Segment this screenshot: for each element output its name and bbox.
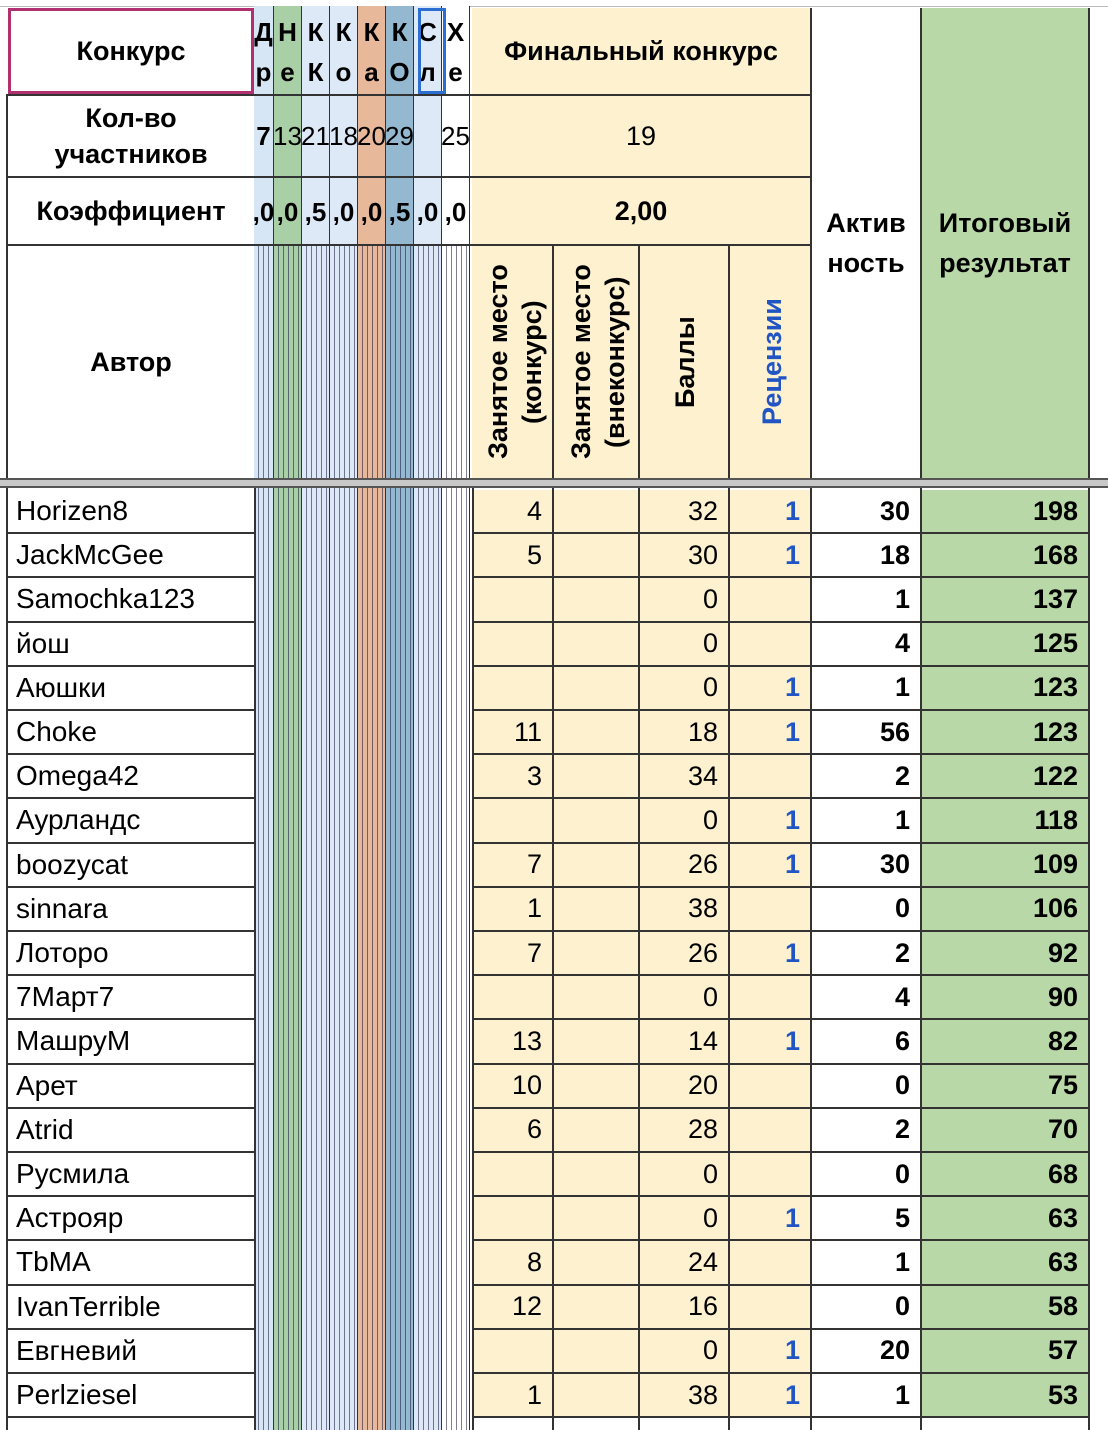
total-cell[interactable]: 123 (922, 711, 1088, 755)
activity-cell[interactable]: 2 (812, 932, 920, 976)
author-cell[interactable]: boozycat (8, 844, 254, 888)
contest-participants: 18 (329, 120, 358, 151)
column-gridline (6, 488, 8, 1430)
header-gridline (8, 176, 254, 178)
total-cell[interactable]: 125 (922, 623, 1088, 667)
sub-header-reviews[interactable]: Рецензии (757, 298, 787, 426)
total-cell[interactable]: 106 (922, 888, 1088, 932)
place-offcontest-cell[interactable] (554, 1374, 638, 1418)
total-cell[interactable]: 53 (922, 1374, 1088, 1418)
final-coefficient: 2,00 (614, 195, 668, 226)
author-label: Автор (90, 347, 172, 377)
contest-participants: 21 (301, 120, 330, 151)
place-offcontest-cell[interactable] (554, 844, 638, 888)
points-cell[interactable]: 30 (640, 534, 728, 578)
table-row[interactable] (0, 844, 1108, 888)
place-offcontest-cell[interactable] (554, 1330, 638, 1374)
contest-abbr-top: Н (278, 16, 297, 47)
activity-label: Актив ность (826, 208, 906, 278)
reviews-cell[interactable] (730, 1153, 810, 1197)
contest-participants: 20 (357, 120, 386, 151)
total-cell[interactable]: 137 (922, 578, 1088, 622)
contest-abbr-bottom: а (364, 56, 379, 87)
reviews-cell[interactable] (730, 1065, 810, 1109)
table-row[interactable] (0, 1020, 1108, 1064)
place-contest-cell[interactable] (472, 1153, 552, 1197)
header-gridline (1088, 8, 1090, 478)
contest-abbr-bottom: е (280, 56, 295, 87)
table-row[interactable] (0, 711, 1108, 755)
place-offcontest-cell[interactable] (554, 490, 638, 534)
activity-cell[interactable]: 2 (812, 755, 920, 799)
table-row[interactable] (0, 1286, 1108, 1330)
place-contest-cell[interactable]: 6 (472, 1109, 552, 1153)
place-contest-cell[interactable]: 1 (472, 1374, 552, 1418)
header-gridline (254, 244, 472, 246)
place-offcontest-cell[interactable] (554, 1109, 638, 1153)
reviews-cell[interactable]: 1 (730, 1330, 810, 1374)
column-gridline (1088, 488, 1090, 1430)
place-offcontest-cell[interactable] (554, 888, 638, 932)
place-offcontest-cell[interactable] (554, 667, 638, 711)
activity-cell[interactable]: 0 (812, 888, 920, 932)
contest-coefficient: ,0 (416, 196, 439, 227)
points-cell[interactable]: 38 (640, 1374, 728, 1418)
points-cell[interactable]: 0 (640, 1153, 728, 1197)
table-row[interactable] (0, 1241, 1108, 1285)
author-cell[interactable]: Atrid (8, 1109, 254, 1153)
place-contest-cell[interactable]: 10 (472, 1065, 552, 1109)
total-cell[interactable]: 92 (922, 932, 1088, 976)
points-cell[interactable]: 14 (640, 1020, 728, 1064)
total-cell[interactable]: 57 (922, 1330, 1088, 1374)
author-cell[interactable]: Аурландс (8, 799, 254, 843)
reviews-cell[interactable]: 1 (730, 1374, 810, 1418)
activity-cell[interactable]: 2 (812, 1109, 920, 1153)
header-gridline (8, 94, 254, 96)
total-cell[interactable]: 198 (922, 490, 1088, 534)
contest-label-cell[interactable] (8, 8, 254, 94)
sub-header-place-offcontest[interactable]: Занятое место (внеконкурс) (566, 264, 630, 460)
table-row[interactable] (0, 976, 1108, 1020)
author-label-cell[interactable] (8, 246, 254, 478)
table-row[interactable] (0, 932, 1108, 976)
contest-abbr-bottom: р (255, 56, 272, 87)
table-row[interactable] (0, 1330, 1108, 1374)
author-cell[interactable]: Астрояр (8, 1197, 254, 1241)
table-row[interactable] (0, 1153, 1108, 1197)
reviews-cell[interactable] (730, 888, 810, 932)
activity-cell[interactable]: 1 (812, 1241, 920, 1285)
author-cell[interactable]: TbMA (8, 1241, 254, 1285)
author-cell[interactable]: IvanTerrible (8, 1286, 254, 1330)
total-label: Итоговый результат (938, 208, 1072, 278)
header-gridline (810, 8, 812, 478)
participants-label: Кол-во участников (54, 103, 208, 169)
header-gridline (552, 246, 554, 478)
total-cell[interactable]: 109 (922, 844, 1088, 888)
place-offcontest-cell[interactable] (554, 1065, 638, 1109)
contest-abbr-top: К (391, 16, 408, 47)
header-gridline (638, 246, 640, 478)
column-gridline (0, 6, 1108, 7)
contest-participants: 25 (441, 120, 470, 151)
points-cell[interactable]: 32 (640, 490, 728, 534)
header-gridline (254, 176, 472, 178)
total-cell[interactable]: 75 (922, 1065, 1088, 1109)
total-cell[interactable]: 123 (922, 667, 1088, 711)
contest-abbr-top: К (363, 16, 380, 47)
table-row[interactable] (0, 1065, 1108, 1109)
place-contest-cell[interactable]: 7 (472, 932, 552, 976)
column-gridline (472, 488, 474, 1430)
points-cell[interactable]: 20 (640, 1065, 728, 1109)
total-cell[interactable]: 68 (922, 1153, 1088, 1197)
place-contest-cell[interactable]: 5 (472, 534, 552, 578)
total-cell[interactable]: 82 (922, 1020, 1088, 1064)
final-contest-label: Финальный конкурс (504, 36, 778, 66)
place-contest-cell[interactable]: 7 (472, 844, 552, 888)
contest-abbr-bottom: К (307, 56, 324, 87)
total-cell[interactable]: 122 (922, 755, 1088, 799)
place-contest-cell[interactable] (472, 799, 552, 843)
activity-cell[interactable]: 1 (812, 1374, 920, 1418)
table-row[interactable] (0, 1374, 1108, 1418)
author-cell[interactable]: Samochka123 (8, 578, 254, 622)
column-gridline (810, 488, 812, 1430)
activity-cell[interactable]: 20 (812, 1330, 920, 1374)
place-contest-cell[interactable] (472, 667, 552, 711)
table-row[interactable] (0, 888, 1108, 932)
activity-cell[interactable]: 30 (812, 490, 920, 534)
place-contest-cell[interactable]: 11 (472, 711, 552, 755)
author-cell[interactable]: йош (8, 623, 254, 667)
author-cell[interactable]: Choke (8, 711, 254, 755)
table-row[interactable] (0, 578, 1108, 622)
place-offcontest-cell[interactable] (554, 623, 638, 667)
activity-cell[interactable]: 4 (812, 623, 920, 667)
column-gridline (254, 488, 256, 1430)
header-gridline (8, 244, 254, 246)
activity-cell[interactable]: 18 (812, 534, 920, 578)
contest-abbr-bottom: О (389, 56, 410, 87)
activity-cell[interactable]: 1 (812, 667, 920, 711)
place-contest-cell[interactable]: 8 (472, 1241, 552, 1285)
reviews-cell[interactable]: 1 (730, 799, 810, 843)
header-gridline (6, 94, 8, 480)
place-offcontest-cell[interactable] (554, 976, 638, 1020)
place-contest-cell[interactable]: 4 (472, 490, 552, 534)
total-cell[interactable]: 63 (922, 1197, 1088, 1241)
author-cell[interactable]: sinnara (8, 888, 254, 932)
place-contest-cell[interactable]: 3 (472, 755, 552, 799)
total-cell[interactable]: 70 (922, 1109, 1088, 1153)
contest-coefficient: ,0 (332, 196, 355, 227)
table-row[interactable] (0, 1197, 1108, 1241)
contest-participants: 7 (256, 120, 271, 151)
table-row[interactable] (0, 623, 1108, 667)
activity-cell[interactable]: 4 (812, 976, 920, 1020)
contest-abbr-top: К (307, 16, 324, 47)
author-cell[interactable]: Лоторо (8, 932, 254, 976)
place-offcontest-cell[interactable] (554, 534, 638, 578)
place-offcontest-cell[interactable] (554, 1241, 638, 1285)
contest-coefficient: ,0 (276, 196, 299, 227)
header-gridline (728, 246, 730, 478)
points-cell[interactable]: 34 (640, 755, 728, 799)
points-cell[interactable]: 24 (640, 1241, 728, 1285)
activity-cell[interactable]: 0 (812, 1286, 920, 1330)
points-cell[interactable]: 38 (640, 888, 728, 932)
points-cell[interactable]: 16 (640, 1286, 728, 1330)
final-participants-cell[interactable] (472, 96, 810, 176)
points-cell[interactable]: 0 (640, 1330, 728, 1374)
place-offcontest-cell[interactable] (554, 1197, 638, 1241)
place-contest-cell[interactable] (472, 1330, 552, 1374)
contest-abbr-top: К (335, 16, 352, 47)
total-cell[interactable]: 118 (922, 799, 1088, 843)
points-cell[interactable]: 0 (640, 623, 728, 667)
contest-abbr-bottom: е (448, 56, 463, 87)
author-cell[interactable]: Horizen8 (8, 490, 254, 534)
table-row[interactable] (0, 1109, 1108, 1153)
contest-participants: 13 (273, 120, 302, 151)
points-cell[interactable]: 0 (640, 799, 728, 843)
contest-participants (412, 116, 443, 156)
points-cell[interactable]: 0 (640, 976, 728, 1020)
place-contest-cell[interactable] (472, 623, 552, 667)
author-cell[interactable]: Арет (8, 1065, 254, 1109)
header-gridline (920, 8, 922, 478)
reviews-cell[interactable]: 1 (730, 1197, 810, 1241)
place-contest-cell[interactable] (472, 1197, 552, 1241)
coefficient-label: Коэффициент (36, 196, 226, 226)
total-cell[interactable]: 168 (922, 534, 1088, 578)
total-cell[interactable]: 58 (922, 1286, 1088, 1330)
activity-label-cell[interactable] (812, 8, 920, 478)
contest-coefficient: ,0 (252, 196, 275, 227)
author-cell[interactable]: JackMcGee (8, 534, 254, 578)
header-gridline (472, 244, 810, 246)
place-offcontest-cell[interactable] (554, 932, 638, 976)
final-coefficient-cell[interactable] (472, 178, 810, 244)
table-row[interactable] (0, 799, 1108, 843)
selected-cell-outline[interactable] (418, 8, 446, 94)
reviews-cell[interactable] (730, 623, 810, 667)
points-cell[interactable]: 0 (640, 1197, 728, 1241)
contest-abbr-top: С (418, 16, 437, 47)
sub-header-points[interactable]: Баллы (670, 316, 700, 408)
freeze-pane-divider[interactable] (0, 478, 1108, 488)
reviews-cell[interactable]: 1 (730, 932, 810, 976)
place-offcontest-cell[interactable] (554, 1286, 638, 1330)
final-participants: 19 (625, 120, 657, 151)
reviews-cell[interactable] (730, 578, 810, 622)
author-cell[interactable]: Perlziesel (8, 1374, 254, 1418)
author-cell[interactable]: Русмила (8, 1153, 254, 1197)
place-offcontest-cell[interactable] (554, 755, 638, 799)
reviews-cell[interactable]: 1 (730, 844, 810, 888)
header-gridline (472, 176, 810, 178)
reviews-cell[interactable] (730, 976, 810, 1020)
table-row[interactable] (0, 667, 1108, 711)
reviews-cell[interactable] (730, 1286, 810, 1330)
reviews-cell[interactable] (730, 1241, 810, 1285)
activity-cell[interactable]: 6 (812, 1020, 920, 1064)
table-row[interactable] (0, 490, 1108, 534)
points-cell[interactable]: 0 (640, 578, 728, 622)
place-contest-cell[interactable]: 1 (472, 888, 552, 932)
place-contest-cell[interactable]: 13 (472, 1020, 552, 1064)
activity-cell[interactable]: 0 (812, 1065, 920, 1109)
table-row[interactable] (0, 534, 1108, 578)
activity-cell[interactable]: 1 (812, 578, 920, 622)
reviews-cell[interactable] (730, 755, 810, 799)
contest-label: Конкурс (76, 36, 186, 66)
contest-coefficient: ,5 (388, 196, 411, 227)
activity-cell[interactable]: 56 (812, 711, 920, 755)
final-contest-label-cell[interactable] (472, 8, 810, 94)
author-cell[interactable]: 7Март7 (8, 976, 254, 1020)
activity-cell[interactable]: 30 (812, 844, 920, 888)
reviews-cell[interactable]: 1 (730, 490, 810, 534)
sub-header-place-contest[interactable]: Занятое место (конкурс) (483, 264, 547, 460)
column-gridline (638, 488, 640, 1430)
author-cell[interactable]: МашруМ (8, 1020, 254, 1064)
contest-coefficient: ,0 (360, 196, 383, 227)
header-gridline (472, 94, 810, 96)
contest-coefficient: ,0 (444, 196, 467, 227)
activity-cell[interactable]: 5 (812, 1197, 920, 1241)
points-cell[interactable]: 18 (640, 711, 728, 755)
points-cell[interactable]: 26 (640, 932, 728, 976)
place-offcontest-cell[interactable] (554, 711, 638, 755)
total-cell[interactable]: 90 (922, 976, 1088, 1020)
place-offcontest-cell[interactable] (554, 799, 638, 843)
author-cell[interactable]: Omega42 (8, 755, 254, 799)
contest-abbr-top: Д (254, 16, 273, 47)
activity-cell[interactable]: 0 (812, 1153, 920, 1197)
header-gridline (254, 94, 472, 96)
points-cell[interactable]: 28 (640, 1109, 728, 1153)
place-contest-cell[interactable]: 12 (472, 1286, 552, 1330)
reviews-cell[interactable]: 1 (730, 534, 810, 578)
coefficient-label-cell[interactable] (8, 178, 254, 244)
contest-abbr-top: Х (446, 16, 465, 47)
points-cell[interactable]: 0 (640, 667, 728, 711)
author-cell[interactable]: Евгневий (8, 1330, 254, 1374)
total-label-cell[interactable] (922, 8, 1088, 478)
column-gridline (552, 488, 554, 1430)
reviews-cell[interactable]: 1 (730, 711, 810, 755)
table-row[interactable] (0, 755, 1108, 799)
contest-coefficient: ,5 (304, 196, 327, 227)
column-gridline (728, 488, 730, 1430)
place-contest-cell[interactable] (472, 976, 552, 1020)
points-cell[interactable]: 26 (640, 844, 728, 888)
contest-participants: 29 (385, 120, 414, 151)
place-offcontest-cell[interactable] (554, 1020, 638, 1064)
contest-abbr-bottom: о (335, 56, 352, 87)
contest-abbr-bottom: л (419, 56, 436, 87)
place-offcontest-cell[interactable] (554, 1153, 638, 1197)
reviews-cell[interactable]: 1 (730, 667, 810, 711)
reviews-cell[interactable] (730, 1109, 810, 1153)
author-cell[interactable]: Аюшки (8, 667, 254, 711)
place-contest-cell[interactable] (472, 578, 552, 622)
place-offcontest-cell[interactable] (554, 578, 638, 622)
reviews-cell[interactable]: 1 (730, 1020, 810, 1064)
activity-cell[interactable]: 1 (812, 799, 920, 843)
total-cell[interactable]: 63 (922, 1241, 1088, 1285)
participants-label-cell[interactable] (8, 96, 254, 176)
column-gridline (920, 488, 922, 1430)
